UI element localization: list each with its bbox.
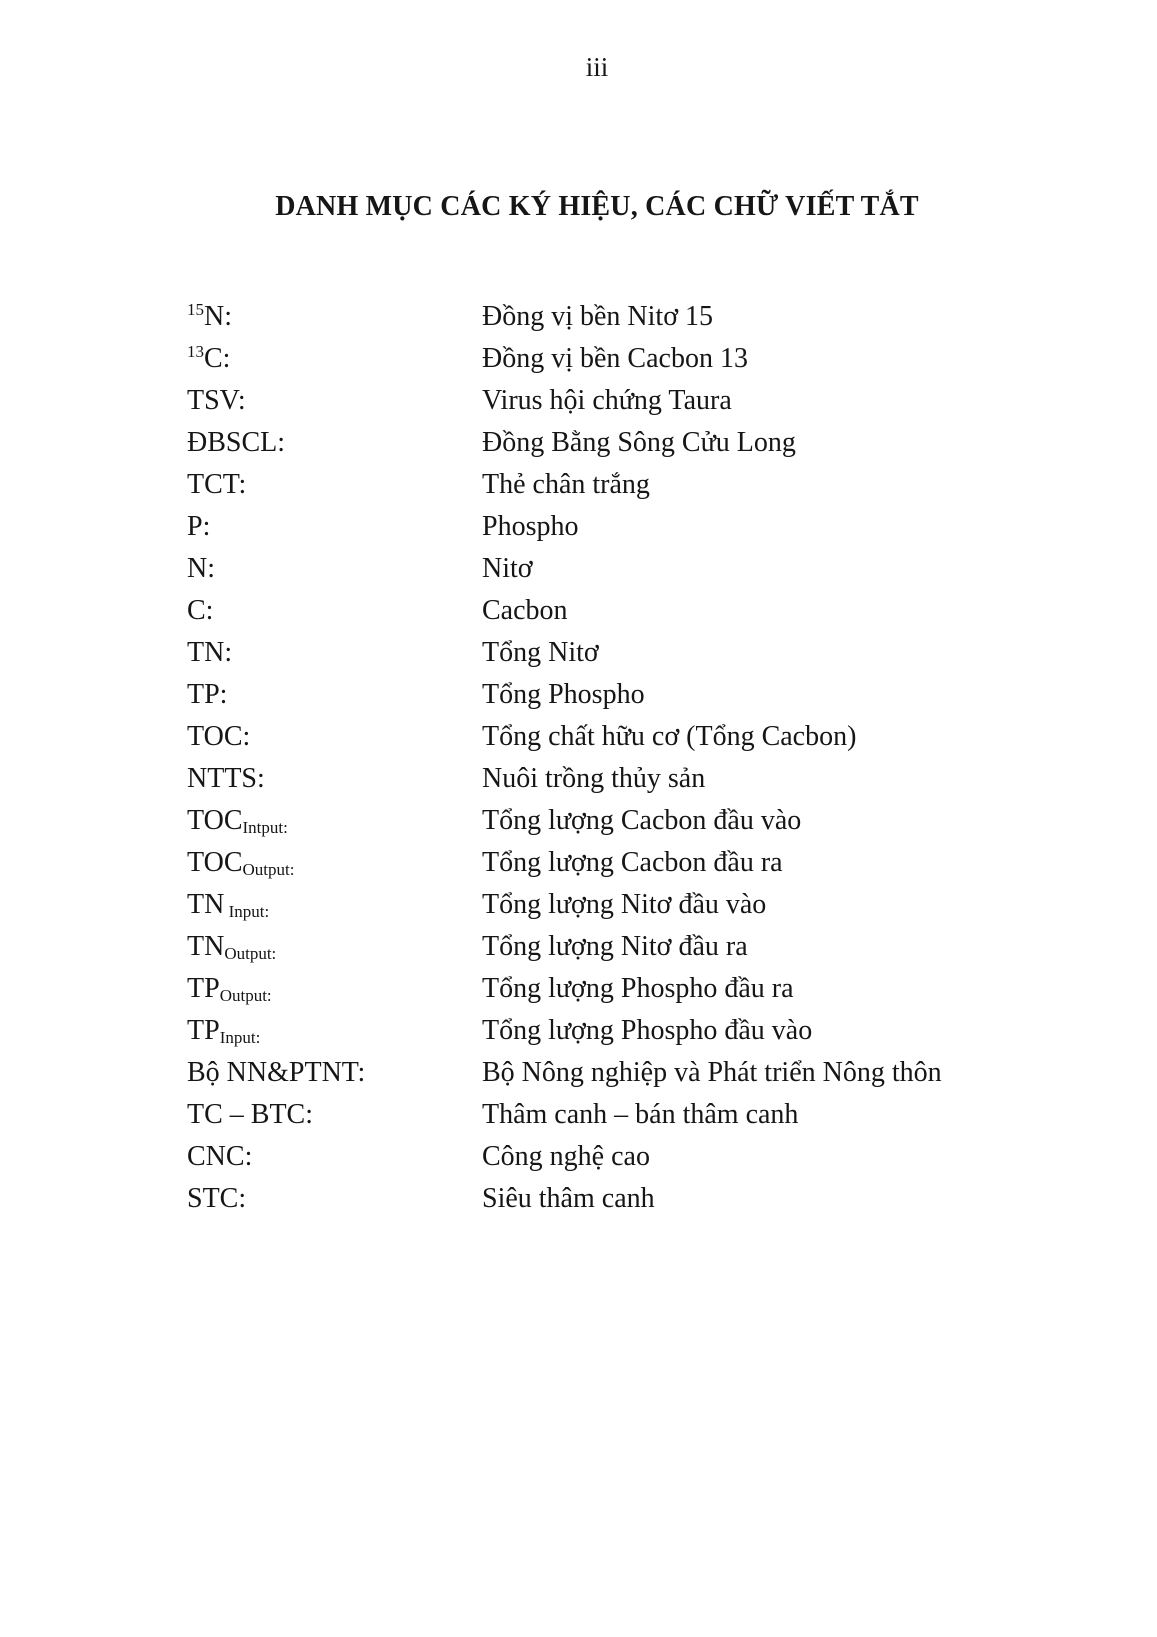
abbreviation-definition: Công nghệ cao (482, 1141, 650, 1172)
abbreviation-row (187, 1136, 1007, 1178)
abbreviation-definition: Tổng Nitơ (482, 637, 599, 668)
term-base: TOC: (187, 721, 251, 752)
abbreviation-term (187, 590, 482, 632)
abbreviation-term (187, 464, 482, 506)
term-base: TC – BTC: (187, 1099, 314, 1130)
abbreviation-row (187, 422, 1007, 464)
abbreviation-term (187, 1136, 482, 1178)
abbreviation-definition: Đồng vị bền Cacbon 13 (482, 343, 748, 374)
term-subscript: Output: (224, 944, 277, 963)
abbreviation-term (187, 1178, 482, 1220)
abbreviation-term (187, 758, 482, 800)
abbreviation-definition: Tổng lượng Phospho đầu ra (482, 973, 794, 1004)
abbreviation-definition: Thâm canh – bán thâm canh (482, 1099, 799, 1130)
abbreviation-term (187, 1094, 482, 1136)
term-base: TN: (187, 637, 233, 668)
abbreviation-term (187, 632, 482, 674)
abbreviation-row (187, 338, 1007, 380)
abbreviation-row (187, 842, 1007, 884)
abbreviation-row (187, 296, 1007, 338)
term-base: TP (187, 973, 220, 1004)
abbreviation-row (187, 1010, 1007, 1052)
abbreviation-list (187, 296, 1007, 1220)
abbreviation-definition: Tổng chất hữu cơ (Tổng Cacbon) (482, 721, 857, 752)
abbreviation-row (187, 1052, 1007, 1094)
abbreviation-row (187, 800, 1007, 842)
abbreviation-definition: Tổng lượng Nitơ đầu vào (482, 889, 767, 920)
term-base: TSV: (187, 385, 246, 416)
abbreviation-definition: Tổng lượng Phospho đầu vào (482, 1015, 813, 1046)
term-base: NTTS: (187, 763, 265, 794)
abbreviation-row (187, 716, 1007, 758)
term-superscript: 13 (187, 342, 204, 361)
abbreviation-term (187, 674, 482, 716)
abbreviation-definition: Tổng lượng Nitơ đầu ra (482, 931, 748, 962)
term-base: N: (187, 553, 215, 584)
abbreviation-term (187, 548, 482, 590)
abbreviation-definition: Virus hội chứng Taura (482, 385, 732, 416)
term-base: C: (204, 343, 231, 374)
term-base: Bộ NN&PTNT: (187, 1057, 366, 1088)
abbreviation-term (187, 1010, 482, 1052)
abbreviation-definition: Siêu thâm canh (482, 1183, 655, 1214)
abbreviation-row (187, 548, 1007, 590)
abbreviation-term (187, 716, 482, 758)
abbreviation-term (187, 926, 482, 968)
abbreviation-definition: Tổng lượng Cacbon đầu ra (482, 847, 783, 878)
abbreviation-row (187, 632, 1007, 674)
abbreviation-term (187, 884, 482, 926)
abbreviation-definition: Bộ Nông nghiệp và Phát triển Nông thôn (482, 1057, 942, 1088)
abbreviation-definition: Nitơ (482, 553, 533, 584)
term-base: TN (187, 931, 225, 962)
term-base: N: (204, 301, 232, 332)
abbreviation-term (187, 296, 482, 338)
term-base: TN (187, 889, 225, 920)
abbreviation-row (187, 968, 1007, 1010)
term-subscript: Input: (224, 902, 270, 921)
page-number: iii (585, 52, 609, 82)
term-superscript: 15 (187, 300, 204, 319)
abbreviation-row (187, 758, 1007, 800)
abbreviation-row (187, 926, 1007, 968)
term-base: P: (187, 511, 211, 542)
abbreviation-term (187, 422, 482, 464)
abbreviation-term (187, 380, 482, 422)
abbreviation-row (187, 590, 1007, 632)
term-subscript: Output: (242, 860, 295, 879)
abbreviation-definition: Nuôi trồng thủy sản (482, 763, 706, 794)
term-subscript: Output: (219, 986, 272, 1005)
term-subscript: Intput: (242, 818, 288, 837)
abbreviation-row (187, 674, 1007, 716)
abbreviation-term (187, 506, 482, 548)
abbreviation-term (187, 338, 482, 380)
abbreviation-term (187, 842, 482, 884)
term-base: TP (187, 1015, 220, 1046)
term-base: TOC (187, 847, 243, 878)
abbreviation-row (187, 1178, 1007, 1220)
page-title: DANH MỤC CÁC KÝ HIỆU, CÁC CHỮ VIẾT TẮT (275, 191, 919, 222)
abbreviation-row (187, 884, 1007, 926)
abbreviation-definition: Phospho (482, 511, 579, 542)
term-base: TCT: (187, 469, 247, 500)
term-base: STC: (187, 1183, 247, 1214)
term-base: ĐBSCL: (187, 427, 286, 458)
abbreviation-row (187, 380, 1007, 422)
abbreviation-row (187, 464, 1007, 506)
term-base: TOC (187, 805, 243, 836)
page-content (187, 0, 1007, 1220)
abbreviation-term (187, 968, 482, 1010)
abbreviation-definition: Đồng Bằng Sông Cửu Long (482, 427, 796, 458)
abbreviation-definition: Thẻ chân trắng (482, 469, 650, 500)
abbreviation-definition: Tổng Phospho (482, 679, 645, 710)
abbreviation-row (187, 506, 1007, 548)
abbreviation-definition: Tổng lượng Cacbon đầu vào (482, 805, 802, 836)
abbreviation-term (187, 1052, 482, 1094)
abbreviation-row (187, 1094, 1007, 1136)
term-base: C: (187, 595, 214, 626)
abbreviation-term (187, 800, 482, 842)
term-base: CNC: (187, 1141, 253, 1172)
abbreviation-definition: Cacbon (482, 595, 568, 626)
abbreviation-definition: Đồng vị bền Nitơ 15 (482, 301, 714, 332)
term-base: TP: (187, 679, 228, 710)
term-subscript: Input: (219, 1028, 261, 1047)
